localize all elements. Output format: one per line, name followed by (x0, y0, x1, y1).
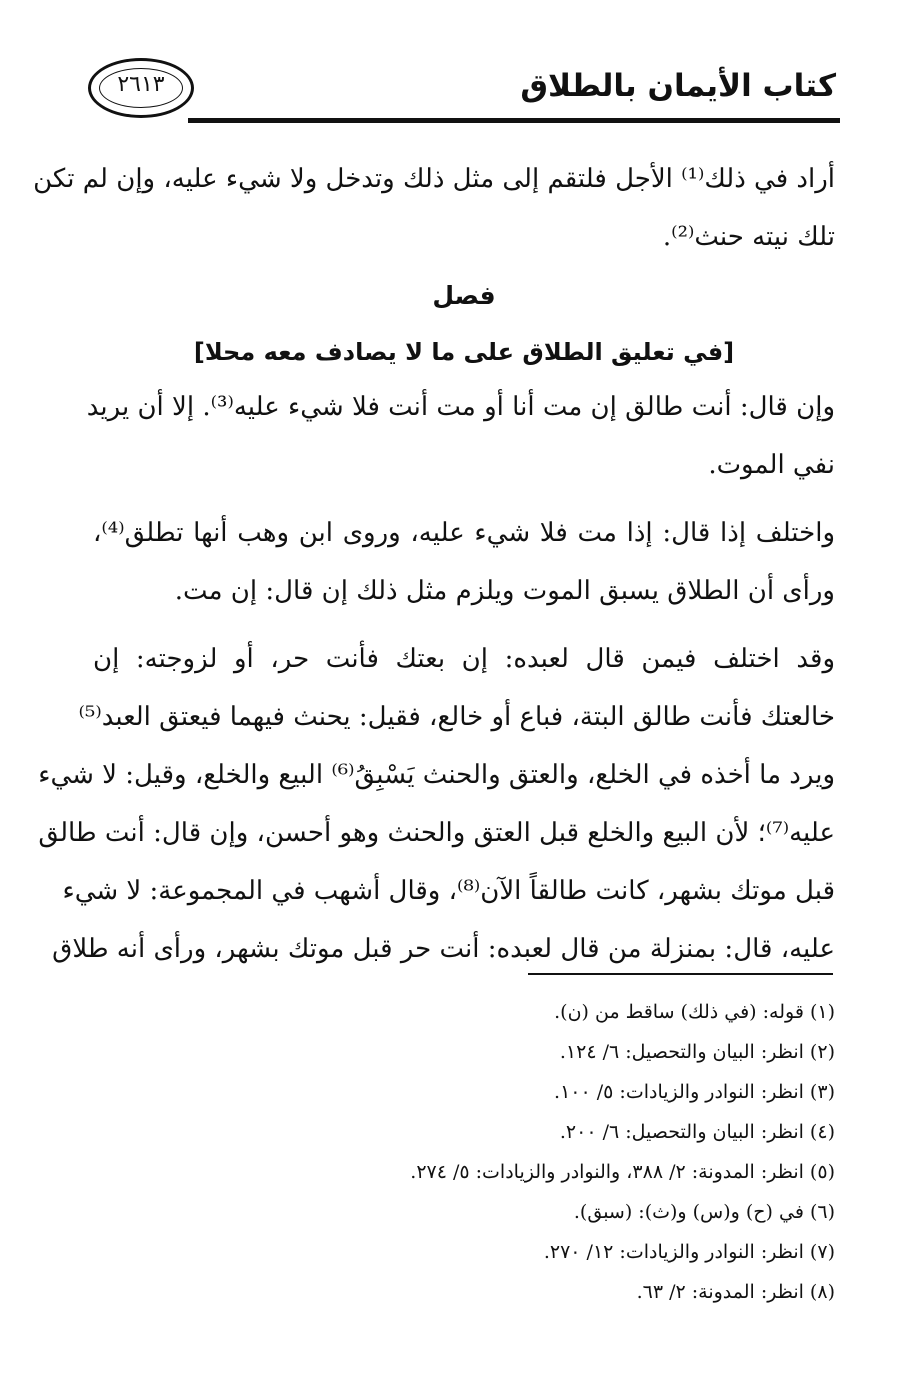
text-line: خالعتك فأنت طالق البتة، فباع أو خالع، فقيل: يحنث فيهما فيعتق العبد⁽⁵⁾ (78, 702, 835, 732)
text-line: ويرد ما أخذه في الخلع، والعتق والحنث يَسْبِقُ⁽⁶⁾ البيع والخلع، وقيل: لا شيء (38, 760, 835, 790)
text-line: عليه⁽⁷⁾؛ لأن البيع والخلع قبل العتق والحنث وهو أحسن، وإن قال: أنت طالق (38, 818, 835, 848)
footnote: (١) قوله: (في ذلك) ساقط من (ن). (554, 1001, 835, 1023)
section-subheading: [في تعليق الطلاق على ما لا يصادف معه محلا] (193, 338, 735, 366)
page-header (88, 58, 840, 128)
text-line: تلك نيته حنث⁽²⁾. (662, 222, 835, 252)
text-line: قبل موتك بشهر، كانت طالقاً الآن⁽⁸⁾، وقال أشهب في المجموعة: لا شيء (62, 876, 835, 906)
footnote: (٢) انظر: البيان والتحصيل: ٦/ ١٢٤. (559, 1041, 835, 1063)
header-rule (188, 118, 840, 123)
footnote: (٥) انظر: المدونة: ٢/ ٣٨٨، والنوادر والزيادات: ٥/ ٢٧٤. (410, 1161, 835, 1183)
text-line: نفي الموت. (708, 450, 835, 480)
text-line: واختلف إذا قال: إذا مت فلا شيء عليه، وروى ابن وهب أنها تطلق⁽⁴⁾، (93, 518, 835, 548)
footnotes (93, 992, 835, 1312)
main-text (33, 150, 835, 978)
text-line: ورأى أن الطلاق يسبق الموت ويلزم مثل ذلك إن قال: إن مت. (174, 576, 835, 606)
footnote-separator (528, 973, 833, 975)
footnote: (٦) في (ح) و(س) و(ث): (سبق). (573, 1201, 835, 1223)
book-title: كتاب الأيمان بالطلاق (520, 68, 836, 104)
section-heading: فصل (432, 281, 496, 310)
footnote: (٧) انظر: النوادر والزيادات: ١٢/ ٢٧٠. (543, 1241, 835, 1263)
text-line: وإن قال: أنت طالق إن مت أنا أو مت أنت فلا شيء عليه⁽³⁾. إلا أن يريد (86, 392, 835, 422)
paragraph-gap (93, 494, 835, 504)
paragraph-gap (93, 620, 835, 630)
footnote: (٤) انظر: البيان والتحصيل: ٦/ ٢٠٠. (559, 1121, 835, 1143)
footnote: (٣) انظر: النوادر والزيادات: ٥/ ١٠٠. (554, 1081, 835, 1103)
page-number: ٢٦١٣ (117, 72, 165, 97)
text-line: أراد في ذلك⁽¹⁾ الأجل فلتقم إلى مثل ذلك وتدخل ولا شيء عليه، وإن لم تكن (33, 164, 835, 194)
text-line: عليه، قال: بمنزلة من قال لعبده: أنت حر قبل موتك بشهر، ورأى أنه طلاق (52, 934, 835, 964)
text-line: وقد اختلف فيمن قال لعبده: إن بعتك فأنت حر، أو لزوجته: إن (93, 644, 835, 674)
footnote: (٨) انظر: المدونة: ٢/ ٦٣. (636, 1281, 835, 1303)
